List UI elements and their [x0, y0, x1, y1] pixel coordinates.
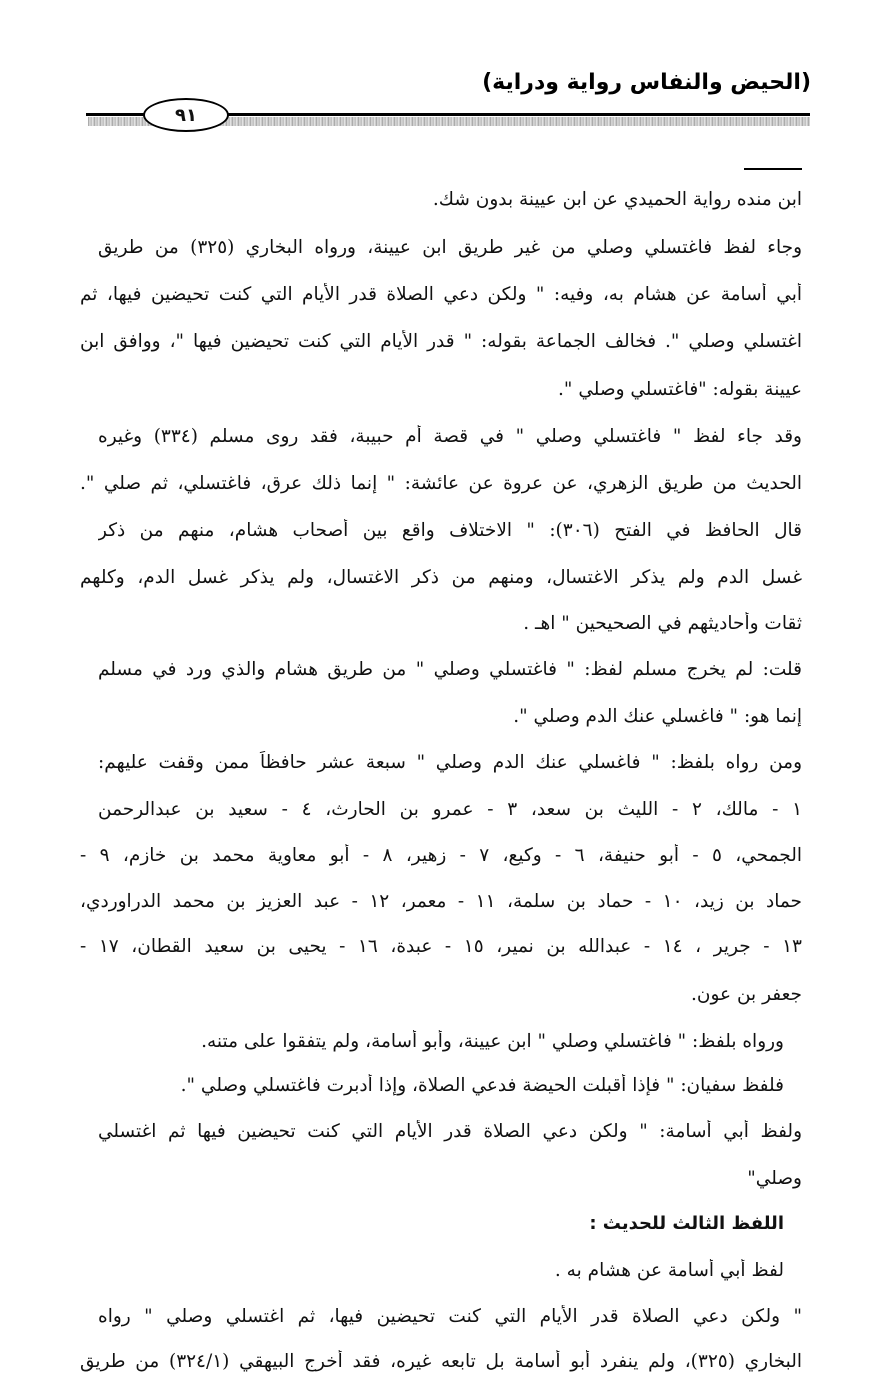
text-line: حماد بن زيد، ١٠ - حماد بن سلمة، ١١ - معمر، ١٢ - عبد العزيز بن محمد الدراوردي، [80, 891, 802, 912]
text-line: ثقات وأحاديثهم في الصحيحين " اهـ . [523, 613, 802, 634]
text-line: الجمحي، ٥ - أبو حنيفة، ٦ - وكيع، ٧ - زهير، ٨ - أبو معاوية محمد بن خازم، ٩ - [80, 845, 802, 866]
text-line: ورواه بلفظ: " فاغتسلي وصلي " ابن عيينة، وأبو أسامة، ولم يتفقوا على متنه. [201, 1031, 784, 1052]
text-line: وصلي" [747, 1168, 802, 1189]
page-number: ٩١ [143, 98, 229, 132]
text-line: عيينة بقوله: "فاغتسلي وصلي ". [558, 379, 802, 400]
text-line: قال الحافظ في الفتح (٣٠٦): " الاختلاف واقع بين أصحاب هشام، منهم من ذكر [98, 520, 802, 541]
text-line: " ولكن دعي الصلاة قدر الأيام التي كنت تحيضين فيها، ثم اغتسلي وصلي " رواه [98, 1306, 802, 1327]
text-line: ١٣ - جرير ، ١٤ - عبدالله بن نمير، ١٥ - عبدة، ١٦ - يحيى بن سعيد القطان، ١٧ - [80, 936, 802, 957]
text-line: الحديث من طريق الزهري، عن عروة عن عائشة: " إنما ذلك عرق، فاغتسلي، ثم صلي ". [80, 473, 802, 494]
text-line: اغتسلي وصلي ". فخالف الجماعة بقوله: " قدر الأيام التي كنت تحيضين فيها "، ووافق ابن [80, 331, 802, 352]
section-heading: اللفظ الثالث للحديث : [589, 1213, 784, 1234]
text-line: ومن رواه بلفظ: " فاغسلي عنك الدم وصلي " سبعة عشر حافظاً ممن وقفت عليهم: [98, 752, 802, 773]
text-line: إنما هو: " فاغسلي عنك الدم وصلي ". [513, 706, 802, 727]
text-line: أبي أسامة عن هشام به، وفيه: " ولكن دعي الصلاة قدر الأيام التي كنت تحيضين فيها، ثم [80, 284, 802, 305]
text-line: ١ - مالك، ٢ - الليث بن سعد، ٣ - عمرو بن الحارث، ٤ - سعيد بن عبدالرحمن [98, 799, 802, 820]
text-line: ابن منده رواية الحميدي عن ابن عيينة بدون شك. [432, 189, 802, 210]
text-line: لفظ أبي أسامة عن هشام به . [554, 1260, 784, 1281]
text-line: جعفر بن عون. [691, 984, 802, 1005]
text-line: وجاء لفظ فاغتسلي وصلي من غير طريق ابن عيينة، ورواه البخاري (٣٢٥) من طريق [98, 237, 802, 258]
footnote-separator [744, 168, 802, 170]
text-line: البخاري (٣٢٥)، ولم ينفرد أبو أسامة بل تابعه غيره، فقد أخرج البيهقي (٣٢٤/١) من طريق [80, 1351, 802, 1372]
running-header-title: (الحيض والنفاس رواية ودراية) [482, 70, 811, 95]
text-line: ولفظ أبي أسامة: " ولكن دعي الصلاة قدر الأيام التي كنت تحيضين فيها ثم اغتسلي [98, 1121, 802, 1142]
text-line: غسل الدم ولم يذكر الاغتسال، ومنهم من ذكر الاغتسال، ولم يذكر غسل الدم، وكلهم [80, 567, 802, 588]
text-line: قلت: لم يخرج مسلم لفظ: " فاغتسلي وصلي " من طريق هشام والذي ورد في مسلم [98, 659, 802, 680]
text-line: وقد جاء لفظ " فاغتسلي وصلي " في قصة أم حبيبة، فقد روى مسلم (٣٣٤) وغيره [98, 426, 802, 447]
text-line: فلفظ سفيان: " فإذا أقبلت الحيضة فدعي الصلاة، وإذا أدبرت فاغتسلي وصلي ". [180, 1075, 784, 1096]
